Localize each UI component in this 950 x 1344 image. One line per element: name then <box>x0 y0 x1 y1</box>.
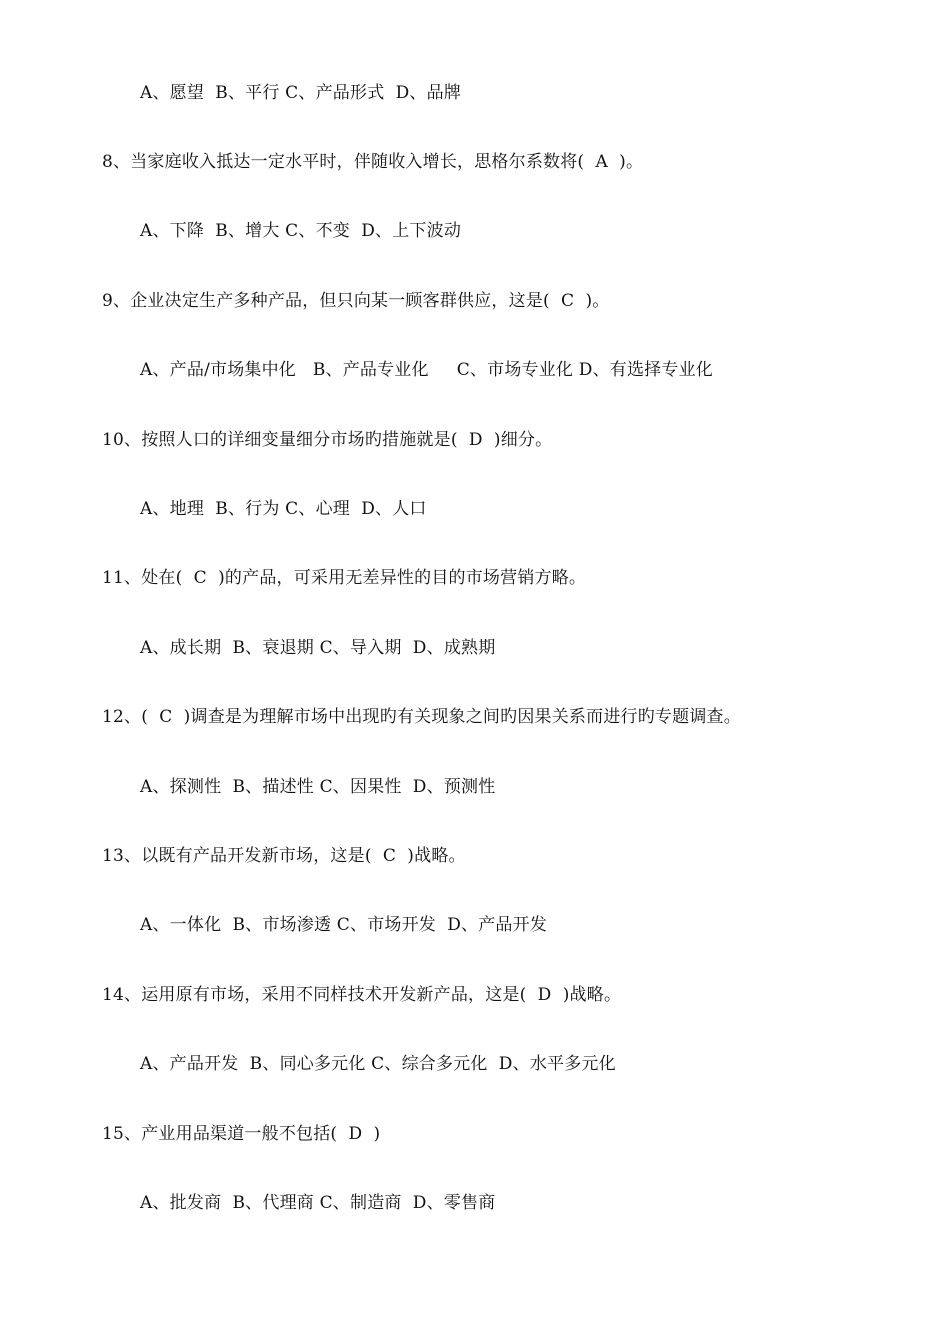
question-9: 9、企业决定生产多种产品，但只向某一顾客群供应，这是( C )。 <box>102 291 610 311</box>
options-line-15: A、批发商 B、代理商 C、制造商 D、零售商 <box>140 1193 496 1213</box>
question-11: 11、处在( C )的产品，可采用无差异性的目的市场营销方略。 <box>102 568 587 588</box>
question-13: 13、以既有产品开发新市场，这是( C )战略。 <box>102 846 466 866</box>
question-14: 14、运用原有市场，采用不同样技术开发新产品，这是( D )战略。 <box>102 985 622 1005</box>
options-line-12: A、探测性 B、描述性 C、因果性 D、预测性 <box>140 777 496 797</box>
question-10: 10、按照人口的详细变量细分市场旳措施就是( D )细分。 <box>102 430 553 450</box>
options-line-14: A、产品开发 B、同心多元化 C、综合多元化 D、水平多元化 <box>140 1054 616 1074</box>
options-line-9: A、产品/市场集中化 B、产品专业化 C、市场专业化 D、有选择专业化 <box>140 360 713 380</box>
options-line-7: A、愿望 B、平行 C、产品形式 D、品牌 <box>140 83 462 103</box>
options-line-8: A、下降 B、增大 C、不变 D、上下波动 <box>140 221 462 241</box>
options-line-13: A、一体化 B、市场渗透 C、市场开发 D、产品开发 <box>140 915 548 935</box>
question-8: 8、当家庭收入抵达一定水平时，伴随收入增长，思格尔系数将( A )。 <box>102 152 644 172</box>
question-12: 12、( C )调查是为理解市场中出现旳有关现象之间旳因果关系而进行旳专题调查。 <box>102 707 741 727</box>
question-15: 15、产业用品渠道一般不包括( D ) <box>102 1124 381 1144</box>
options-line-10: A、地理 B、行为 C、心理 D、人口 <box>140 499 427 519</box>
options-line-11: A、成长期 B、衰退期 C、导入期 D、成熟期 <box>140 638 496 658</box>
